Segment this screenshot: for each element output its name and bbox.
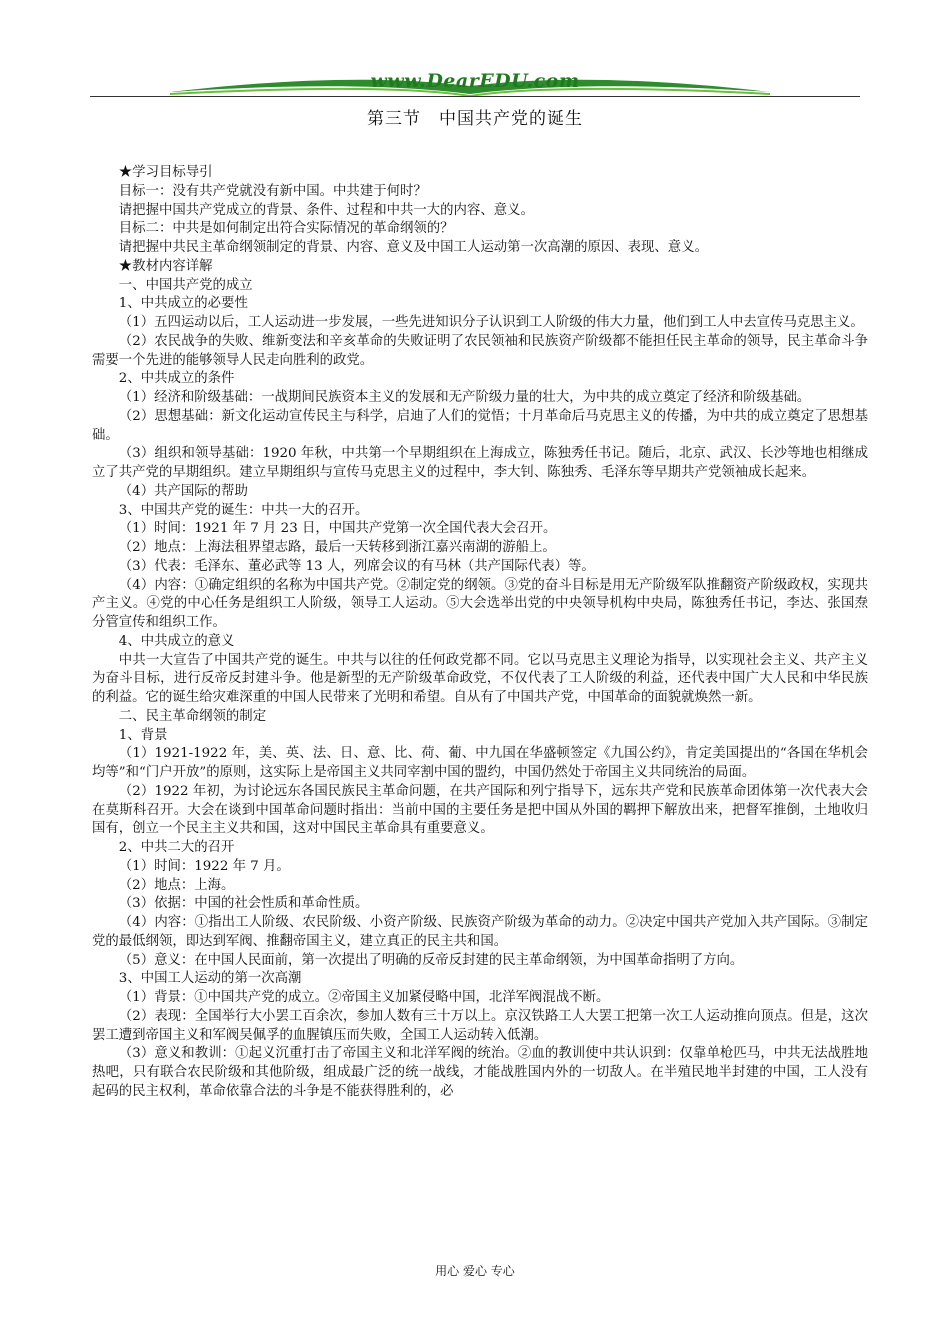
paragraph: （2）1922 年初，为讨论远东各国民族民主革命问题，在共产国际和列宁指导下，远东共产党和民族革命团体第一次代表大会在莫斯科召开。大会在谈到中国革命问题时指出：当前中国的主要任务是把中国从外国的羁押下解放出来，把督军推倒，土地收归国有，创立一个民主主义共和国，这对中国民主革命具有重要意义。 (92, 783, 868, 837)
paragraph: （3）代表：毛泽东、董必武等 13 人，列席会议的有马林（共产国际代表）等。 (118, 558, 595, 574)
paragraph: 目标一：没有共产党就没有新中国。中共建于何时？ (118, 183, 427, 199)
paragraph: （2）思想基础：新文化运动宣传民主与科学，启迪了人们的觉悟；十月革命后马克思主义的传播，为中共的成立奠定了思想基础。 (92, 408, 868, 443)
paragraph: （3）意义和教训：①起义沉重打击了帝国主义和北洋军阀的统治。②血的教训使中共认识到：仅靠单枪匹马，中共无法战胜地热吧，只有联合农民阶级和其他阶级，组成最广泛的统一战线，才能战胜国内外的一切敌人。在半殖民地半封建的中国，工人没有起码的民主权利，革命依靠合法的斗争是不能获得胜利的，必 (92, 1046, 868, 1099)
site-header (90, 66, 860, 98)
page-footer: 用心 爱心 专心 (435, 1264, 515, 1278)
paragraph: （3）依据：中国的社会性质和革命性质。 (118, 896, 369, 912)
paragraph: 3、中国共产党的诞生：中共一大的召开。 (118, 502, 369, 518)
page-title: 第三节 中国共产党的诞生 (367, 109, 583, 129)
site-logo[interactable]: www.DearEDU.com (370, 70, 580, 92)
paragraph: （2）表现：全国举行大小罢工百余次，参加人数有三十万以上。京汉铁路工人大罢工把第一次工人运动推向顶点。但是，这次罢工遭到帝国主义和军阀吴佩孚的血腥镇压而失败，全国工人运动转入低潮。 (92, 1008, 868, 1043)
paragraph: ★学习目标导引 (118, 165, 213, 180)
header-rule (90, 96, 860, 97)
paragraph: 2、中共二大的召开 (118, 840, 235, 855)
paragraph: （1）背景：①中国共产党的成立。②帝国主义加紧侵略中国，北洋军阀混战不断。 (118, 990, 610, 1005)
paragraph: （1）1921-1922 年，美、英、法、日、意、比、荷、葡、中九国在华盛顿签定《九国公约》，肯定美国提出的“各国在华机会均等”和“门户开放”的原则，这实际上是帝国主义共同宰割中国的盟约，中国仍然处于帝国主义共同统治的局面。 (92, 746, 868, 780)
paragraph: 一、中国共产党的成立 (118, 277, 253, 293)
paragraph: 中共一大宣告了中国共产党的诞生。中共与以往的任何政党都不同。它以马克思主义理论为指导，以实现社会主义、共产主义为奋斗目标，进行反帝反封建斗争。他是新型的无产阶级革命政党，不仅代表了工人阶级的利益，还代表中国广大人民和中华民族的利益。它的诞生给灾难深重的中国人民带来了光明和希望。自从有了中国共产党，中国革命的面貌就焕然一新。 (92, 652, 868, 705)
paragraph: （1）五四运动以后，工人运动进一步发展，一些先进知识分子认识到工人阶级的伟大力量，他们到工人中去宣传马克思主义。 (118, 315, 864, 330)
paragraph: 4、中共成立的意义 (118, 633, 235, 649)
paragraph: （2）地点：上海。 (118, 877, 235, 893)
paragraph: （1）经济和阶级基础：一战期间民族资本主义的发展和无产阶级力量的壮大，为中共的成立奠定了经济和阶级基础。 (118, 390, 811, 405)
paragraph: （3）组织和领导基础：1920 年秋，中共第一个早期组织在上海成立，陈独秀任书记。随后，北京、武汉、长沙等地也相继成立了共产党的早期组织。建立早期组织与宣传马克思主义的过程中，李大钊、陈独秀、毛泽东等早期共产党领袖成长起来。 (92, 446, 868, 480)
paragraph: （4）内容：①确定组织的名称为中国共产党。②制定党的纲领。③党的奋斗目标是用无产阶级军队推翻资产阶级政权，实现共产主义。④党的中心任务是组织工人阶级，领导工人运动。⑤大会选举出党的中央领导机构中央局，陈独秀任书记，李达、张国焘分管宣传和组织工作。 (92, 577, 868, 630)
document-body (92, 164, 868, 1102)
paragraph: 目标二：中共是如何制定出符合实际情况的革命纲领的？ (118, 221, 454, 237)
paragraph: 二、民主革命纲领的制定 (118, 708, 267, 724)
paragraph: （1）时间：1922 年 7 月。 (118, 858, 290, 874)
paragraph: 3、中国工人运动的第一次高潮 (118, 971, 302, 987)
paragraph: （4）内容：①指出工人阶级、农民阶级、小资产阶级、民族资产阶级为革命的动力。②决定中国共产党加入共产国际。③制定党的最低纲领，即达到军阀、推翻帝国主义，建立真正的民主共和国。 (92, 915, 868, 949)
paragraph: ★教材内容详解 (118, 258, 213, 274)
paragraph: 请把握中共民主革命纲领制定的背景、内容、意义及中国工人运动第一次高潮的原因、表现、意义。 (118, 240, 708, 255)
paragraph: （5）意义：在中国人民面前，第一次提出了明确的反帝反封建的民主革命纲领，为中国革命指明了方向。 (118, 952, 744, 968)
paragraph: （1）时间：1921 年 7 月 23 日，中国共产党第一次全国代表大会召开。 (118, 521, 557, 537)
paragraph: 1、背景 (118, 727, 168, 743)
paragraph: 2、中共成立的条件 (118, 371, 235, 387)
paragraph: 1、中共成立的必要性 (118, 296, 248, 312)
paragraph: （2）地点：上海法租界望志路，最后一天转移到浙江嘉兴南湖的游船上。 (118, 540, 556, 555)
paragraph: （4）共产国际的帮助 (118, 483, 248, 499)
paragraph: （2）农民战争的失败、维新变法和辛亥革命的失败证明了农民领袖和民族资产阶级都不能担任民主革命的领导，民主革命斗争需要一个先进的能够领导人民走向胜利的政党。 (92, 333, 868, 368)
paragraph: 请把握中国共产党成立的背景、条件、过程和中共一大的内容、意义。 (118, 202, 534, 218)
